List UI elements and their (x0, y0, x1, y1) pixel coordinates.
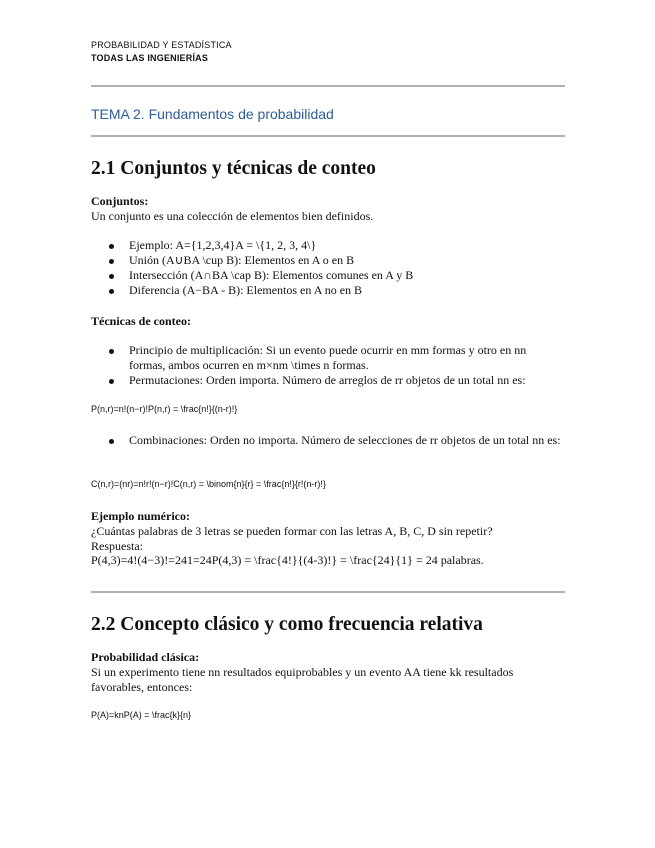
course-header: PROBABILIDAD Y ESTADÍSTICA (91, 40, 232, 50)
topic-divider (91, 135, 565, 137)
example-heading: Ejemplo numérico: (91, 509, 190, 523)
audience-header: TODAS LAS INGENIERÍAS (91, 53, 209, 63)
bullet-icon (109, 259, 114, 264)
classic-formula: P(A)=knP(A) = \frac{k}{n} (91, 710, 192, 720)
counting-item-combinations: Combinaciones: Orden no importa. Número de selecciones de rr objetos de un total nn es: (129, 433, 561, 447)
example-question: ¿Cuántas palabras de 3 letras se pueden formar con las letras A, B, C, D sin repetir? (91, 524, 493, 538)
bullet-icon (109, 379, 114, 384)
topic-title: TEMA 2. Fundamentos de probabilidad (91, 106, 334, 122)
top-divider (91, 85, 565, 87)
sets-heading: Conjuntos: (91, 194, 149, 208)
example-answer: P(4,3)=4!(4−3)!=241=24P(4,3) = \frac{4!}{(4-3)!} = \frac{24}{1} = 24 palabras. (91, 553, 484, 567)
bullet-icon (109, 439, 114, 444)
classic-heading: Probabilidad clásica: (91, 650, 200, 664)
sets-item-intersection: Intersección (A∩BA \cap B): Elementos comunes en A y B (129, 268, 414, 282)
sets-item-example: Ejemplo: A={1,2,3,4}A = \{1, 2, 3, 4\} (129, 238, 317, 252)
bullet-icon (109, 244, 114, 249)
permutation-formula: P(n,r)=n!(n−r)!P(n,r) = \frac{n!}{(n-r)!} (91, 404, 238, 414)
bullet-icon (109, 274, 114, 279)
sets-definition: Un conjunto es una colección de elementos bien definidos. (91, 209, 374, 223)
counting-item-multiplication: Principio de multiplicación: Si un evento puede ocurrir en mm formas y otro en nn formas, ambos ocurren en m×nm \times n formas. (129, 343, 527, 372)
classic-text-line-2: favorables, entonces: (91, 680, 193, 694)
bullet-icon (109, 289, 114, 294)
section-2-title: 2.2 Concepto clásico y como frecuencia relativa (91, 614, 483, 635)
counting-item-permutations: Permutaciones: Orden importa. Número de arreglos de rr objetos de un total nn es: (129, 373, 526, 387)
bullet-icon (109, 349, 114, 354)
sets-item-union: Unión (A∪BA \cup B): Elementos en A o en B (129, 253, 355, 267)
example-answer-label: Respuesta: (91, 539, 143, 553)
classic-text-line-1: Si un experimento tiene nn resultados equiprobables y un evento AA tiene kk resultados (91, 665, 514, 679)
counting-heading: Técnicas de conteo: (91, 314, 191, 328)
section-1-title: 2.1 Conjuntos y técnicas de conteo (91, 158, 376, 179)
combination-formula: C(n,r)=(nr)=n!r!(n−r)!C(n,r) = \binom{n}{r} = \frac{n!}{r!(n-r)!} (91, 479, 326, 489)
sets-item-difference: Diferencia (A−BA - B): Elementos en A no en B (129, 283, 363, 297)
section-divider (91, 591, 565, 593)
